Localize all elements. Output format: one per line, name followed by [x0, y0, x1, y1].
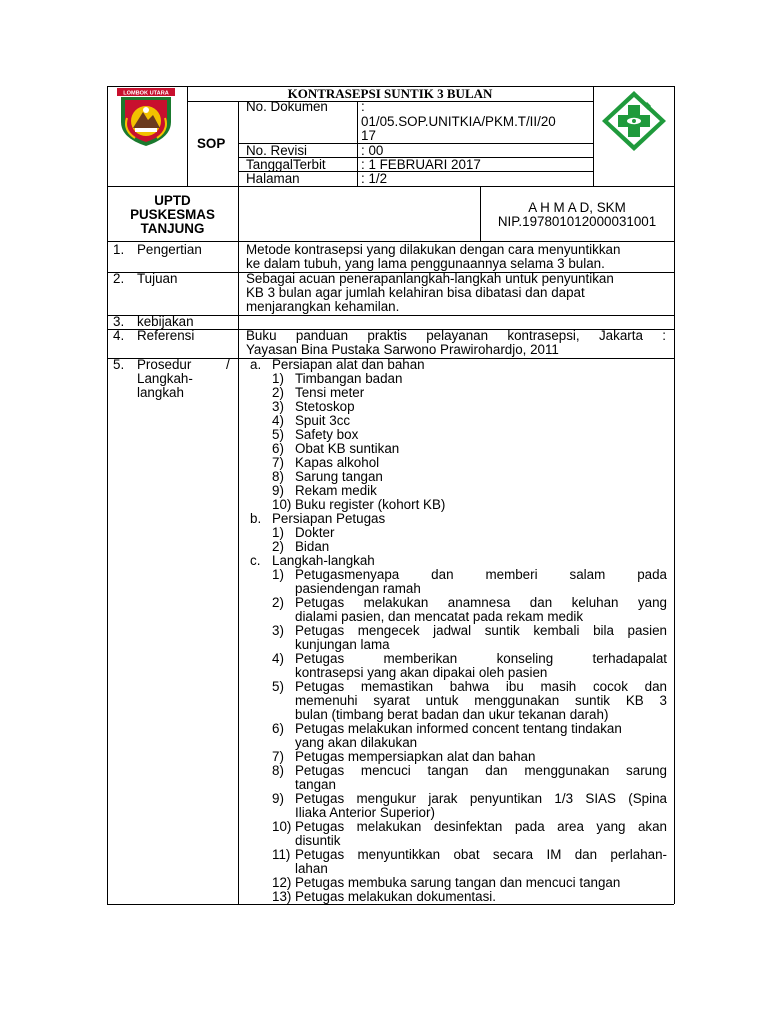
section-label-slash: /	[226, 357, 230, 372]
step-number: 2)	[272, 595, 284, 610]
step-text: Petugas memberikan konseling terhadapalat	[295, 651, 667, 666]
step-number: 12)	[272, 875, 292, 890]
section-label-prosedur-line3: langkah	[137, 385, 184, 400]
step-text-cont: disuntik	[295, 833, 341, 848]
list-item: Rekam medik	[295, 483, 377, 498]
lombok-utara-logo	[113, 88, 179, 148]
step-text: Petugas melakukan informed concent tentang tindakan	[295, 721, 622, 736]
step-number: 1)	[272, 567, 284, 582]
step-text: Petugas mengukur jarak penyuntikan 1/3 SIAS (Spina	[295, 791, 667, 806]
step-text-cont: kontrasepsi yang akan dipakai oleh pasien	[295, 665, 548, 680]
section-number: 3.	[113, 314, 125, 329]
svg-text:LOMBOK UTARA: LOMBOK UTARA	[123, 90, 169, 97]
no-revisi-label: No. Revisi	[246, 143, 308, 158]
step-text-cont: dialami pasien, dan mencatat pada rekam medik	[295, 609, 584, 624]
section-label-kebijakan: kebijakan	[137, 314, 194, 329]
section-label-pengertian: Pengertian	[137, 242, 202, 257]
list-item: Stetoskop	[295, 399, 355, 414]
subsection-marker: b.	[250, 511, 262, 526]
section-number: 4.	[113, 328, 125, 343]
no-dokumen-colon: :	[361, 99, 365, 114]
subsection-title-alat: Persiapan alat dan bahan	[272, 357, 425, 372]
signer-name: A H M A D, SKM	[528, 200, 626, 215]
list-item: Dokter	[295, 525, 335, 540]
org-name-line3: TANJUNG	[140, 221, 205, 236]
no-dokumen-value-cont: 17	[361, 128, 376, 143]
org-name-line1: UPTD	[154, 193, 191, 208]
list-item-number: 7)	[272, 455, 284, 470]
step-number: 6)	[272, 721, 284, 736]
step-text-cont: lahan	[295, 861, 328, 876]
list-item: Bidan	[295, 539, 330, 554]
list-item: Sarung tangan	[295, 469, 383, 484]
step-text: Petugas mempersiapkan alat dan bahan	[295, 749, 536, 764]
step-text: Petugas melakukan anamnesa dan keluhan yang	[295, 595, 667, 610]
step-text: Petugas mengecek jadwal suntik kembali bila pasien	[295, 623, 667, 638]
section-number: 1.	[113, 242, 125, 257]
section-label-tujuan: Tujuan	[137, 271, 178, 286]
list-item: Kapas alkohol	[295, 455, 380, 470]
document-title: KONTRASEPSI SUNTIK 3 BULAN	[287, 86, 493, 101]
list-item: Buku register (kohort KB)	[295, 497, 446, 512]
list-item: Tensi meter	[295, 385, 365, 400]
step-number: 10)	[272, 819, 292, 834]
step-number: 5)	[272, 679, 284, 694]
section-number: 5.	[113, 357, 125, 372]
step-number: 8)	[272, 763, 284, 778]
no-revisi-value: : 00	[361, 143, 384, 158]
referensi-text-line2: Yayasan Bina Pustaka Sarwono Prawirohardjo, 2011	[246, 342, 559, 357]
tanggal-terbit-label: TanggalTerbit	[246, 157, 326, 172]
step-text: Petugas melakukan dokumentasi.	[295, 889, 496, 904]
section-number: 2.	[113, 271, 125, 286]
signer-nip: NIP.197801012000031001	[497, 214, 657, 229]
step-number: 4)	[272, 651, 284, 666]
step-text: Petugas mencuci tangan dan menggunakan sarung	[295, 763, 667, 778]
list-item-number: 5)	[272, 427, 284, 442]
list-item: Spuit 3cc	[295, 413, 351, 428]
step-number: 9)	[272, 791, 284, 806]
list-item-number: 4)	[272, 413, 284, 428]
step-text-cont: bulan (timbang berat badan dan ukur tekanan darah)	[295, 707, 609, 722]
list-item: Obat KB suntikan	[295, 441, 400, 456]
step-text: Petugas memastikan bahwa ibu masih cocok dan	[295, 679, 667, 694]
step-text-cont: kunjungan lama	[295, 637, 390, 652]
step-text-cont: yang akan dilakukan	[295, 735, 418, 750]
halaman-label: Halaman	[246, 171, 300, 186]
subsection-marker: c.	[250, 553, 261, 568]
section-label-prosedur-line2: Langkah-	[137, 371, 193, 386]
list-item-number: 3)	[272, 399, 284, 414]
list-item-number: 1)	[272, 371, 284, 386]
tujuan-text-line1: Sebagai acuan penerapanlangkah-langkah untuk penyuntikan	[246, 271, 614, 286]
list-item-number: 2)	[272, 385, 284, 400]
list-item-number: 10)	[272, 497, 292, 512]
step-text: Petugas membuka sarung tangan dan mencuci tangan	[295, 875, 621, 890]
tujuan-text-line2: KB 3 bulan agar jumlah kelahiran bisa dibatasi dan dapat	[246, 285, 585, 300]
step-number: 11)	[272, 847, 291, 862]
sop-label: SOP	[197, 136, 226, 151]
list-item-number: 1)	[272, 525, 284, 540]
list-item-number: 6)	[272, 441, 284, 456]
step-text: Petugas menyuntikkan obat secara IM dan perlahan-	[295, 847, 667, 862]
subsection-marker: a.	[250, 357, 262, 372]
org-name-line2: PUSKESMAS	[130, 207, 215, 222]
section-label-referensi: Referensi	[137, 328, 195, 343]
step-text-cont: tangan	[295, 777, 336, 792]
step-text-cont: memenuhi syarat untuk menggunakan suntik KB 3	[295, 693, 667, 708]
no-dokumen-value: 01/05.SOP.UNITKIA/PKM.T/II/20	[361, 114, 556, 129]
step-number: 7)	[272, 749, 284, 764]
puskesmas-cross-logo	[599, 89, 669, 153]
step-number: 13)	[272, 889, 292, 904]
tujuan-text-line3: menjarangkan kehamilan.	[246, 299, 400, 314]
subsection-title-langkah: Langkah-langkah	[272, 553, 375, 568]
list-item: Timbangan badan	[295, 371, 403, 386]
list-item: Safety box	[295, 427, 359, 442]
no-dokumen-label: No. Dokumen	[246, 99, 328, 114]
step-number: 3)	[272, 623, 284, 638]
pengertian-text-line1: Metode kontrasepsi yang dilakukan dengan cara menyuntikkan	[246, 242, 621, 257]
list-item-number: 2)	[272, 539, 284, 554]
referensi-text-line1: Buku panduan praktis pelayanan kontrasepsi, Jakarta :	[246, 328, 666, 343]
list-item-number: 9)	[272, 483, 284, 498]
tanggal-terbit-value: : 1 FEBRUARI 2017	[361, 157, 481, 172]
halaman-value: : 1/2	[361, 171, 388, 186]
step-text-cont: pasiendengan ramah	[295, 581, 421, 596]
step-text: Petugasmenyapa dan memberi salam pada	[295, 567, 667, 582]
step-text: Petugas melakukan desinfektan pada area yang akan	[295, 819, 667, 834]
pengertian-text-line2: ke dalam tubuh, yang lama penggunaannya selama 3 bulan.	[246, 256, 605, 271]
section-label-prosedur: Prosedur	[137, 357, 192, 372]
list-item-number: 8)	[272, 469, 284, 484]
subsection-title-petugas: Persiapan Petugas	[272, 511, 386, 526]
step-text-cont: Iliaka Anterior Superior)	[295, 805, 435, 820]
